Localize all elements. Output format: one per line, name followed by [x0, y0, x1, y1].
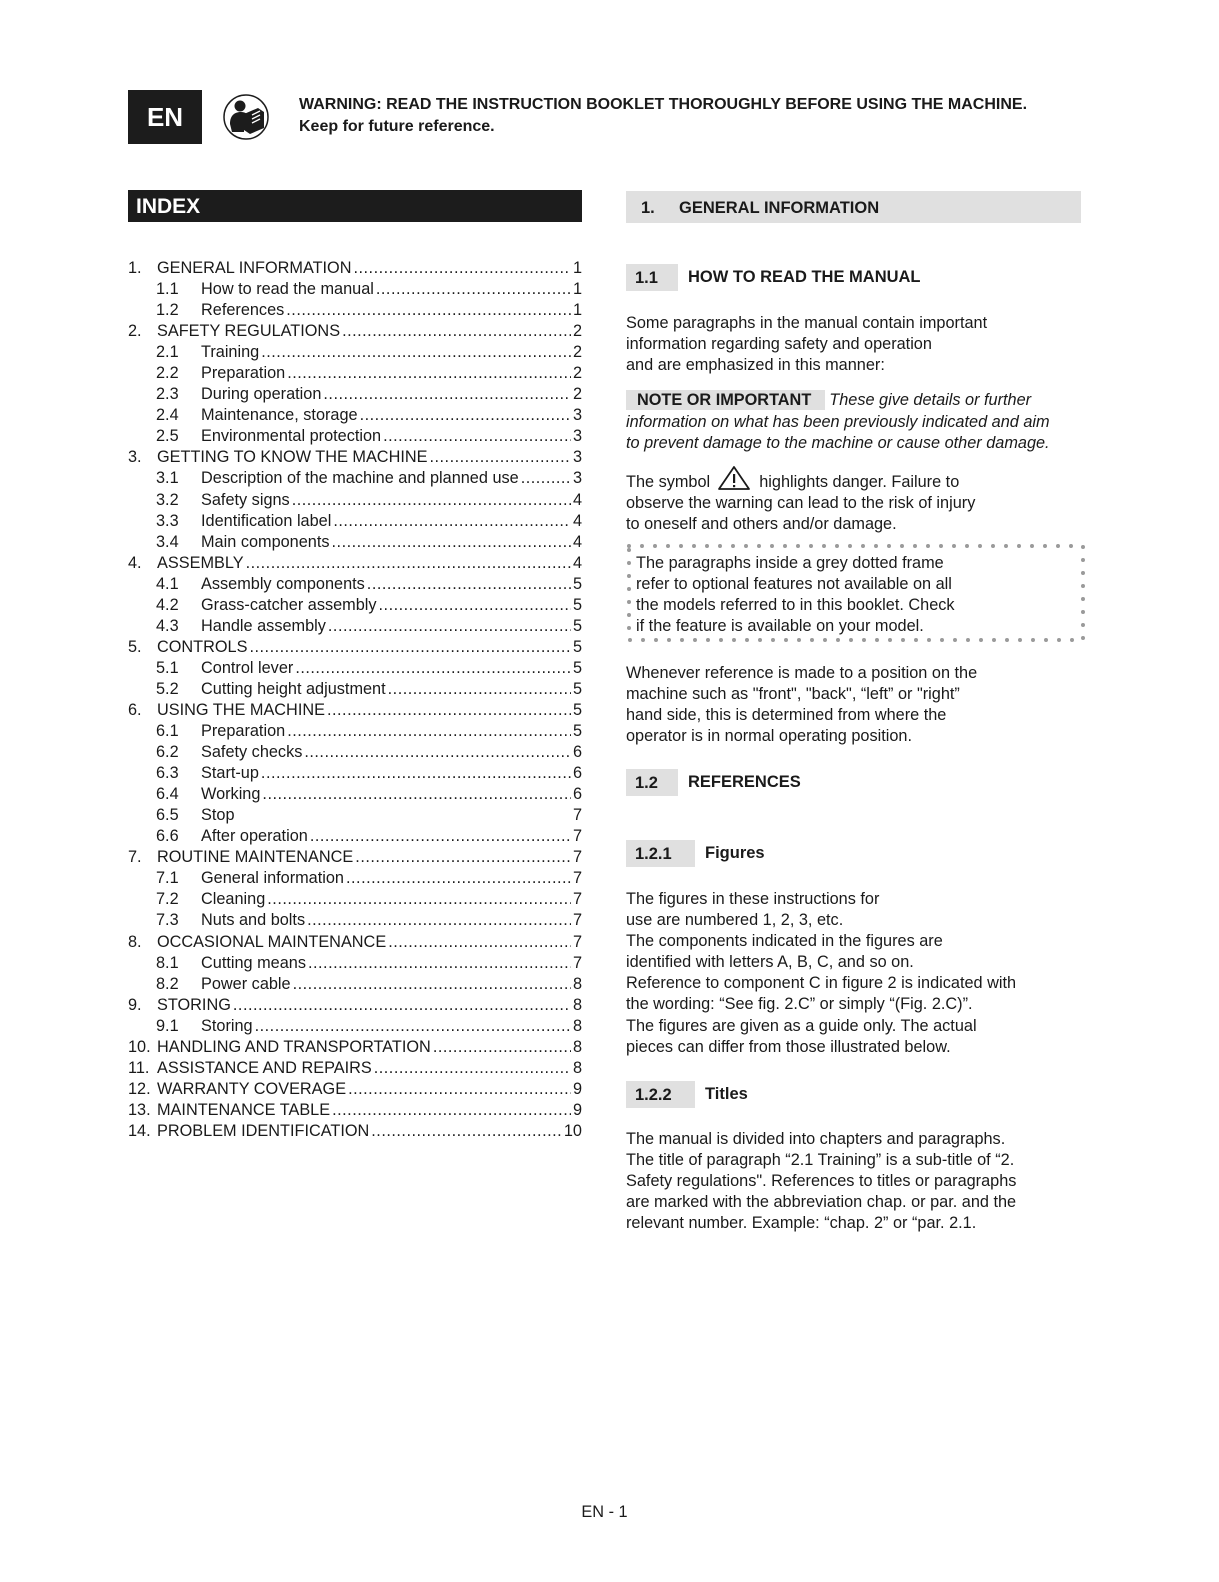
toc-entry-page: 5: [572, 595, 582, 614]
toc-entry-number: 3.2: [156, 490, 179, 509]
toc-entry: [128, 805, 582, 826]
toc-entry-number: 5.2: [156, 679, 179, 698]
toc-entry-page: 5: [572, 658, 582, 677]
text-fragment: highlights danger. Failure to: [759, 473, 960, 491]
toc-entry-title: Safety checks: [201, 743, 303, 762]
toc-leader-dots: [429, 447, 570, 468]
text-line: The components indicated in the figures are: [626, 932, 943, 951]
toc-entry-number: 8.2: [156, 974, 179, 993]
toc-leader-dots: [342, 321, 571, 342]
toc-entry-page: 2: [572, 364, 582, 383]
toc-entry-number: 8.1: [156, 953, 179, 972]
text-line: to oneself and others and/or damage.: [626, 515, 897, 534]
toc-entry: [128, 1121, 582, 1142]
toc-entry-page: 5: [572, 616, 582, 635]
toc-entry-title: References: [201, 301, 285, 320]
toc-entry-number: 5.: [128, 637, 142, 656]
toc-leader-dots: [521, 468, 571, 489]
text-line: operator is in normal operating position.: [626, 727, 912, 746]
toc-entry-number: 13.: [128, 1100, 151, 1119]
toc-entry-page: 9: [572, 1100, 582, 1119]
toc-entry-number: 3.3: [156, 511, 179, 530]
toc-leader-dots: [255, 1016, 571, 1037]
toc-leader-dots: [295, 658, 571, 679]
toc-entry-number: 1.2: [156, 301, 179, 320]
toc-entry-title: During operation: [201, 385, 322, 404]
toc-entry-page: 5: [572, 722, 582, 741]
text-line: The figures are given as a guide only. The actual: [626, 1016, 977, 1035]
text-line: The title of paragraph “2.1 Training” is a sub-title of “2.: [626, 1151, 1015, 1170]
toc-leader-dots: [293, 974, 571, 995]
toc-entry-title: General information: [201, 869, 344, 888]
subsection-1-2-1-heading: [626, 840, 765, 867]
toc-leader-dots: [360, 405, 571, 426]
toc-entry-number: 3.1: [156, 469, 179, 488]
toc-entry: [128, 616, 582, 637]
text-line: and are emphasized in this manner:: [626, 356, 885, 375]
language-badge: EN: [128, 90, 202, 144]
toc-entry: [128, 868, 582, 889]
toc-entry: [128, 490, 582, 511]
toc-entry-page: 7: [572, 869, 582, 888]
toc-entry: [128, 700, 582, 721]
toc-entry-title: Storing: [201, 1016, 253, 1035]
toc-leader-dots: [304, 742, 571, 763]
toc-entry-title: ASSISTANCE AND REPAIRS: [157, 1058, 372, 1077]
text-line: the models referred to in this booklet. Check: [636, 596, 955, 615]
text-line: if the feature is available on your model.: [636, 617, 924, 636]
toc-entry-title: Working: [201, 785, 261, 804]
toc-leader-dots: [292, 490, 571, 511]
danger-symbol-paragraph: [626, 465, 1086, 535]
text-line: refer to optional features not available on all: [636, 575, 952, 594]
toc-entry-page: 4: [572, 490, 582, 509]
text-line: to prevent damage to the machine or cause other damage.: [626, 434, 1050, 453]
toc-entry-title: Nuts and bolts: [201, 911, 306, 930]
toc-entry-page: 9: [572, 1079, 582, 1098]
toc-entry-page: 5: [572, 574, 582, 593]
toc-entry-title: Maintenance, storage: [201, 406, 358, 425]
text-fragment: The symbol: [626, 473, 711, 491]
toc-entry-title: HANDLING AND TRANSPORTATION: [157, 1037, 431, 1056]
toc-entry: [128, 637, 582, 658]
toc-entry-page: 8: [572, 974, 582, 993]
toc-leader-dots: [388, 932, 571, 953]
toc-entry: [128, 363, 582, 384]
toc-entry-title: Power cable: [201, 974, 291, 993]
toc-entry-page: 1: [572, 259, 582, 277]
subsection-title: HOW TO READ THE MANUAL: [688, 268, 921, 286]
toc-entry-title: PROBLEM IDENTIFICATION: [157, 1121, 370, 1140]
toc-entry-page: 7: [572, 806, 582, 825]
toc-entry-number: 5.1: [156, 658, 179, 677]
position-paragraph: [626, 663, 1086, 747]
toc-entry: [128, 847, 582, 868]
section-1-heading: [626, 191, 1081, 223]
toc-entry-title: Handle assembly: [201, 616, 326, 635]
read-manual-icon: [222, 94, 270, 140]
text-line: The paragraphs inside a grey dotted frame: [636, 554, 944, 572]
toc-entry: [128, 342, 582, 363]
toc-leader-dots: [379, 595, 571, 616]
toc-entry-title: Training: [201, 343, 260, 362]
warning-line-2: Keep for future reference.: [299, 118, 495, 135]
note-paragraph: [626, 390, 1086, 455]
text-line: use are numbered 1, 2, 3, etc.: [626, 911, 844, 930]
subsection-1-2-2-heading: [626, 1081, 748, 1108]
note-tag: NOTE OR IMPORTANT: [626, 390, 825, 410]
toc-entry: [128, 784, 582, 805]
toc-entry-page: 3: [572, 406, 582, 425]
toc-entry: [128, 658, 582, 679]
toc-entry-number: 9.1: [156, 1016, 179, 1035]
toc-entry: [128, 300, 582, 321]
toc-entry-title: Environmental protection: [201, 427, 382, 446]
toc-entry-number: 10.: [128, 1037, 151, 1056]
section-title: GENERAL INFORMATION: [679, 199, 880, 217]
toc-leader-dots: [433, 1037, 571, 1058]
toc-entry-page: 5: [572, 679, 582, 698]
table-of-contents: [128, 258, 582, 1142]
toc-entry: [128, 889, 582, 910]
toc-entry-title: WARRANTY COVERAGE: [157, 1079, 347, 1098]
toc-entry-number: 8.: [128, 932, 142, 951]
toc-entry: [128, 953, 582, 974]
toc-entry-page: 3: [572, 448, 582, 467]
toc-entry-page: 2: [572, 343, 582, 362]
subsection-title: Titles: [705, 1085, 748, 1103]
toc-entry-title: Assembly components: [201, 574, 365, 593]
toc-entry-title: Safety signs: [201, 490, 290, 509]
toc-leader-dots: [355, 847, 571, 868]
toc-entry-number: 3.: [128, 448, 142, 467]
toc-entry-title: Start-up: [201, 764, 259, 783]
toc-entry-number: 4.3: [156, 616, 179, 635]
toc-entry: [128, 258, 582, 279]
text-line: observe the warning can lead to the risk of injury: [626, 494, 976, 513]
toc-entry-page: 7: [572, 932, 582, 951]
toc-entry-page: 2: [572, 322, 582, 341]
subsection-title: Figures: [705, 844, 765, 862]
text-line: Some paragraphs in the manual contain important: [626, 314, 988, 332]
toc-entry-page: 4: [572, 532, 582, 551]
toc-entry: [128, 1079, 582, 1100]
toc-entry: [128, 932, 582, 953]
toc-entry-number: 4.2: [156, 595, 179, 614]
toc-leader-dots: [261, 763, 571, 784]
text-line: These give details or further: [829, 391, 1032, 409]
toc-entry-title: CONTROLS: [157, 637, 248, 656]
toc-entry-number: 1.1: [156, 280, 179, 299]
toc-leader-dots: [383, 426, 571, 447]
toc-entry-number: 3.4: [156, 532, 179, 551]
toc-entry-title: Cleaning: [201, 890, 266, 909]
toc-entry-page: 4: [572, 553, 582, 572]
text-line: information on what has been previously indicated and aim: [626, 412, 1050, 431]
optional-feature-paragraph: [636, 553, 1076, 637]
toc-entry-page: 6: [572, 785, 582, 804]
subsection-title: REFERENCES: [688, 773, 801, 791]
toc-leader-dots: [333, 511, 571, 532]
toc-entry-title: Control lever: [201, 658, 294, 677]
toc-entry: [128, 910, 582, 931]
toc-leader-dots: [332, 1100, 571, 1121]
toc-leader-dots: [323, 384, 571, 405]
text-line: pieces can differ from those illustrated below.: [626, 1037, 951, 1056]
toc-leader-dots: [249, 637, 570, 658]
toc-leader-dots: [286, 300, 571, 321]
toc-leader-dots: [376, 279, 571, 300]
text-line: relevant number. Example: “chap. 2” or “par. 2.1.: [626, 1214, 977, 1233]
toc-entry: [128, 1016, 582, 1037]
toc-entry-title: Stop: [201, 806, 235, 825]
toc-leader-dots: [371, 1121, 562, 1142]
toc-entry-title: ASSEMBLY: [157, 553, 244, 572]
toc-entry-page: 8: [572, 1058, 582, 1077]
toc-entry-number: 4.: [128, 553, 142, 572]
toc-leader-dots: [348, 1079, 571, 1100]
text-line: Whenever reference is made to a position on the: [626, 664, 978, 682]
toc-entry: [128, 595, 582, 616]
toc-entry-title: MAINTENANCE TABLE: [157, 1100, 331, 1119]
toc-entry: [128, 574, 582, 595]
toc-leader-dots: [353, 258, 570, 279]
toc-entry-number: 2.3: [156, 385, 179, 404]
toc-entry-title: GETTING TO KNOW THE MACHINE: [157, 448, 428, 467]
toc-leader-dots: [267, 889, 571, 910]
toc-entry-number: 2.5: [156, 427, 179, 446]
toc-entry-page: 2: [572, 385, 582, 404]
warning-line-1: WARNING: READ THE INSTRUCTION BOOKLET THOROUGHLY BEFORE USING THE MACHINE.: [299, 96, 1028, 113]
toc-entry-number: 14.: [128, 1121, 151, 1140]
toc-entry: [128, 826, 582, 847]
toc-entry-title: Description of the machine and planned use: [201, 469, 519, 488]
subsection-number: 1.2.1: [626, 840, 695, 867]
toc-entry-page: 6: [572, 743, 582, 762]
toc-entry-page: 8: [572, 1037, 582, 1056]
toc-entry-number: 11.: [128, 1058, 150, 1077]
toc-entry-title: ROUTINE MAINTENANCE: [157, 848, 354, 867]
toc-entry-number: 6.5: [156, 806, 179, 825]
subsection-1-2-heading: [626, 769, 801, 796]
toc-entry-page: 7: [572, 827, 582, 846]
toc-leader-dots: [367, 574, 571, 595]
toc-entry-page: 1: [572, 280, 582, 299]
toc-entry-page: 8: [572, 995, 582, 1014]
toc-entry-number: 6.2: [156, 743, 179, 762]
section-number: 1.: [641, 199, 655, 217]
toc-entry-page: 3: [572, 427, 582, 446]
index-heading: INDEX: [128, 190, 582, 222]
toc-entry-title: Cutting means: [201, 953, 306, 972]
toc-entry-number: 6.4: [156, 785, 179, 804]
toc-entry-page: 4: [572, 511, 582, 530]
toc-leader-dots: [332, 532, 571, 553]
toc-entry: [128, 721, 582, 742]
toc-entry: [128, 511, 582, 532]
toc-entry-number: 7.1: [156, 869, 179, 888]
text-line: The figures in these instructions for: [626, 890, 880, 908]
toc-leader-dots: [327, 700, 571, 721]
toc-entry: [128, 321, 582, 342]
toc-entry-number: 1.: [128, 259, 142, 277]
toc-entry: [128, 974, 582, 995]
toc-entry: [128, 279, 582, 300]
toc-leader-dots: [262, 784, 571, 805]
toc-entry-number: 2.2: [156, 364, 179, 383]
toc-entry-title: Identification label: [201, 511, 332, 530]
toc-entry-number: 7.2: [156, 890, 179, 909]
toc-entry-title: SAFETY REGULATIONS: [157, 322, 341, 341]
toc-entry: [128, 1037, 582, 1058]
toc-entry-title: Main components: [201, 532, 330, 551]
warning-banner: [299, 94, 1099, 138]
subsection-1-1-heading: [626, 264, 921, 291]
toc-leader-dots: [328, 616, 571, 637]
toc-entry: [128, 405, 582, 426]
toc-entry-number: 6.6: [156, 827, 179, 846]
toc-entry-number: 2.4: [156, 406, 179, 425]
page-number: EN - 1: [581, 1503, 628, 1521]
toc-leader-dots: [374, 1058, 571, 1079]
toc-leader-dots: [233, 995, 571, 1016]
toc-entry-number: 7.: [128, 848, 142, 867]
toc-entry-number: 6.: [128, 700, 142, 719]
toc-entry-title: USING THE MACHINE: [157, 700, 325, 719]
toc-entry-title: GENERAL INFORMATION: [157, 259, 352, 277]
toc-entry: [128, 553, 582, 574]
toc-entry-number: 6.1: [156, 722, 179, 741]
toc-entry: [128, 1058, 582, 1079]
figures-paragraph: [626, 889, 1086, 1058]
toc-entry-title: Cutting height adjustment: [201, 679, 386, 698]
toc-leader-dots: [261, 342, 571, 363]
text-line: Safety regulations". References to titles or paragraphs: [626, 1172, 1017, 1191]
toc-entry: [128, 384, 582, 405]
toc-entry-number: 4.1: [156, 574, 179, 593]
text-line: the wording: “See fig. 2.C” or simply “(Fig. 2.C)”.: [626, 995, 973, 1014]
toc-entry: [128, 742, 582, 763]
toc-entry-page: 3: [572, 469, 582, 488]
subsection-number: 1.1: [626, 264, 678, 291]
toc-leader-dots: [346, 868, 571, 889]
toc-entry: [128, 468, 582, 489]
text-line: The manual is divided into chapters and paragraphs.: [626, 1130, 1006, 1148]
toc-entry-page: 7: [572, 953, 582, 972]
toc-leader-dots: [287, 363, 571, 384]
toc-entry: [128, 447, 582, 468]
toc-leader-dots: [287, 721, 571, 742]
toc-entry-page: 8: [572, 1016, 582, 1035]
toc-entry-page: 10: [563, 1121, 582, 1140]
toc-leader-dots: [310, 826, 571, 847]
toc-entry-page: 5: [572, 637, 582, 656]
toc-entry-title: Grass-catcher assembly: [201, 595, 377, 614]
toc-entry-title: How to read the manual: [201, 280, 374, 299]
toc-entry-page: 1: [572, 301, 582, 320]
toc-entry-number: 6.3: [156, 764, 179, 783]
toc-entry: [128, 426, 582, 447]
toc-entry: [128, 1100, 582, 1121]
toc-entry-page: 7: [572, 848, 582, 867]
toc-entry-title: Preparation: [201, 722, 286, 741]
toc-entry-title: Preparation: [201, 364, 286, 383]
text-line: machine such as "front", "back", “left” or "right”: [626, 685, 960, 704]
toc-entry-number: 9.: [128, 995, 142, 1014]
subsection-number: 1.2.2: [626, 1081, 695, 1108]
toc-leader-dots: [388, 679, 571, 700]
toc-entry-title: STORING: [157, 995, 231, 1014]
text-line: Reference to component C in figure 2 is indicated with: [626, 974, 1017, 993]
toc-entry-page: 7: [572, 890, 582, 909]
toc-entry: [128, 763, 582, 784]
intro-paragraph: [626, 313, 1086, 376]
toc-entry-page: 7: [572, 911, 582, 930]
text-line: are marked with the abbreviation chap. or par. and the: [626, 1193, 1017, 1212]
titles-paragraph: [626, 1129, 1086, 1234]
toc-leader-dots: [308, 953, 571, 974]
toc-leader-dots: [307, 910, 571, 931]
toc-entry-page: 5: [572, 700, 582, 719]
toc-entry: [128, 532, 582, 553]
toc-entry-title: After operation: [201, 827, 308, 846]
text-line: identified with letters A, B, C, and so on.: [626, 953, 914, 972]
subsection-number: 1.2: [626, 769, 678, 796]
text-line: hand side, this is determined from where the: [626, 706, 947, 725]
toc-entry: [128, 995, 582, 1016]
toc-entry: [128, 679, 582, 700]
warning-triangle-icon: [717, 465, 751, 491]
toc-entry-number: 12.: [128, 1079, 151, 1098]
toc-leader-dots: [246, 553, 571, 574]
toc-entry-number: 7.3: [156, 911, 179, 930]
toc-entry-number: 2.1: [156, 343, 179, 362]
text-line: information regarding safety and operation: [626, 335, 932, 354]
toc-entry-number: 2.: [128, 322, 142, 341]
toc-entry-title: OCCASIONAL MAINTENANCE: [157, 932, 387, 951]
toc-entry-page: 6: [572, 764, 582, 783]
